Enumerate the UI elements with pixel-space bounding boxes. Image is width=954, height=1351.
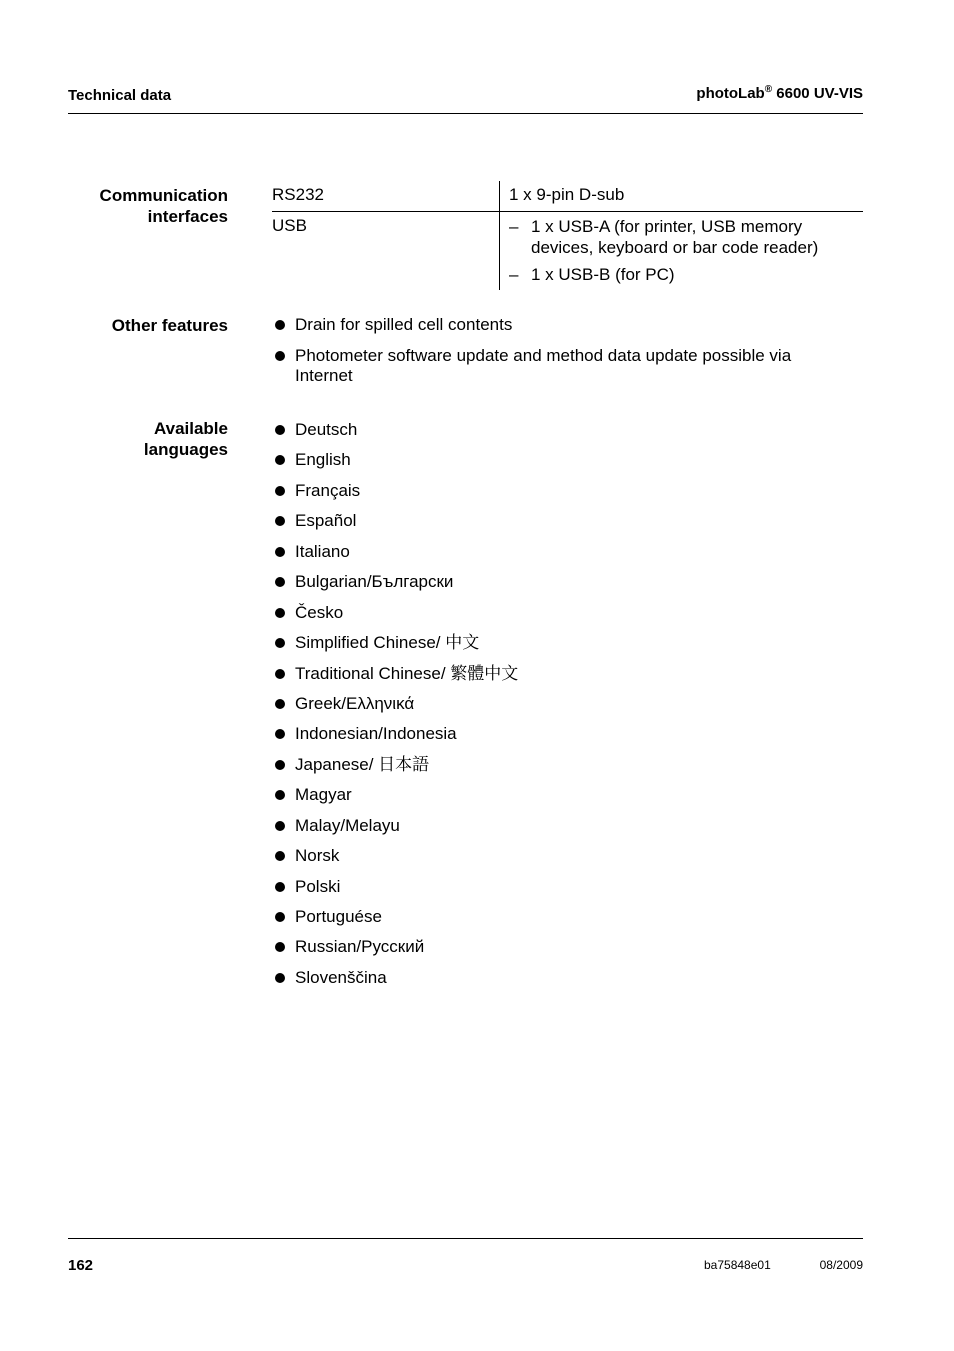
product-model: 6600 UV-VIS: [772, 85, 863, 102]
interface-name: RS232: [272, 185, 324, 204]
language-name: Bulgarian/Български: [295, 572, 454, 592]
list-item-text: 1 x USB-B (for PC): [531, 265, 675, 284]
language-name: Polski: [295, 876, 341, 896]
available-languages-label: [144, 418, 228, 460]
label-line: languages: [143, 440, 228, 459]
bullet-icon: [275, 320, 285, 330]
language-name: Simplified Chinese/ 中文: [295, 633, 480, 653]
language-name: Traditional Chinese/ 繁體中文: [295, 663, 519, 683]
bullet-icon: [275, 821, 285, 831]
list-item: [272, 511, 518, 531]
page-number: 162: [68, 1257, 94, 1274]
bullet-icon: [275, 760, 285, 770]
list-item-text: Photometer software update and method data update possible via Internet: [295, 346, 792, 385]
interface-name: USB: [272, 216, 307, 235]
language-name: Norsk: [295, 846, 340, 866]
list-item: [272, 968, 518, 988]
list-item: [272, 846, 518, 866]
features-list: [272, 315, 812, 386]
language-name: English: [295, 450, 351, 470]
other-features-label: Other features: [111, 316, 228, 335]
list-item: [272, 785, 518, 805]
language-name: Russian/Русский: [295, 937, 425, 957]
document-date: 08/2009: [819, 1258, 863, 1272]
header-rule: [68, 113, 863, 114]
bullet-icon: [275, 351, 285, 361]
language-name: Español: [295, 511, 357, 531]
table-row: [272, 181, 863, 212]
label-line: interfaces: [147, 207, 228, 226]
language-name: Portuguése: [295, 907, 382, 926]
document-id: ba75848e01: [704, 1258, 771, 1272]
header-product-title: [696, 85, 863, 102]
language-name: Deutsch: [295, 420, 358, 439]
language-name: Japanese/ 日本語: [295, 754, 430, 774]
list-item: [272, 542, 518, 562]
list-item: [272, 420, 518, 440]
label-line: Available: [153, 419, 228, 438]
bullet-icon: [275, 669, 285, 679]
bullet-icon: [275, 455, 285, 465]
language-name: Italiano: [295, 541, 350, 561]
communication-table: [272, 181, 863, 290]
dash-marker: –: [509, 265, 519, 284]
table-row: [272, 212, 863, 290]
list-item: [272, 664, 518, 684]
label-line: Communication: [99, 186, 228, 205]
product-name: photoLab: [696, 85, 765, 102]
list-item-text: devices, keyboard or bar code reader): [531, 238, 819, 257]
communication-interfaces-label: [100, 185, 228, 227]
list-item-text: 1 x USB-A (for printer, USB memory: [531, 217, 803, 236]
language-name: Greek/Ελληνικά: [295, 693, 415, 713]
header-section-title: Technical data: [68, 87, 172, 104]
bullet-icon: [275, 729, 285, 739]
bullet-icon: [275, 516, 285, 526]
bullet-icon: [275, 942, 285, 952]
list-item: [509, 264, 863, 285]
list-item: [272, 724, 518, 744]
language-name: Česko: [295, 602, 344, 622]
bullet-icon: [275, 547, 285, 557]
footer-rule: [68, 1238, 863, 1239]
language-name: Malay/Melayu: [295, 815, 400, 835]
list-item: [272, 450, 518, 470]
bullet-icon: [275, 882, 285, 892]
language-name: Indonesian/Indonesia: [295, 724, 457, 744]
bullet-icon: [275, 608, 285, 618]
list-item: [272, 572, 518, 592]
list-item: [272, 315, 812, 335]
list-item: [272, 755, 518, 775]
bullet-icon: [275, 912, 285, 922]
bullet-icon: [275, 973, 285, 983]
list-item: [272, 877, 518, 897]
bullet-icon: [275, 790, 285, 800]
list-item: [272, 633, 518, 653]
language-name: Magyar: [295, 785, 352, 805]
registered-mark: ®: [764, 84, 773, 95]
list-item: [272, 481, 518, 501]
list-item: [272, 937, 518, 957]
languages-list: [272, 420, 518, 988]
bullet-icon: [275, 486, 285, 496]
language-name: Slovenščina: [295, 967, 387, 987]
language-name: Français: [295, 480, 361, 500]
bullet-icon: [275, 638, 285, 648]
list-item-text: Drain for spilled cell contents: [295, 315, 513, 334]
interface-value: [499, 212, 863, 290]
list-item: [272, 907, 518, 927]
bullet-icon: [275, 699, 285, 709]
dash-marker: –: [509, 217, 519, 236]
list-item: [272, 346, 812, 386]
list-item: [509, 216, 863, 258]
list-item: [272, 603, 518, 623]
bullet-icon: [275, 425, 285, 435]
bullet-icon: [275, 851, 285, 861]
interface-value: 1 x 9-pin D-sub: [499, 181, 863, 211]
bullet-icon: [275, 577, 285, 587]
list-item: [272, 694, 518, 714]
list-item: [272, 816, 518, 836]
